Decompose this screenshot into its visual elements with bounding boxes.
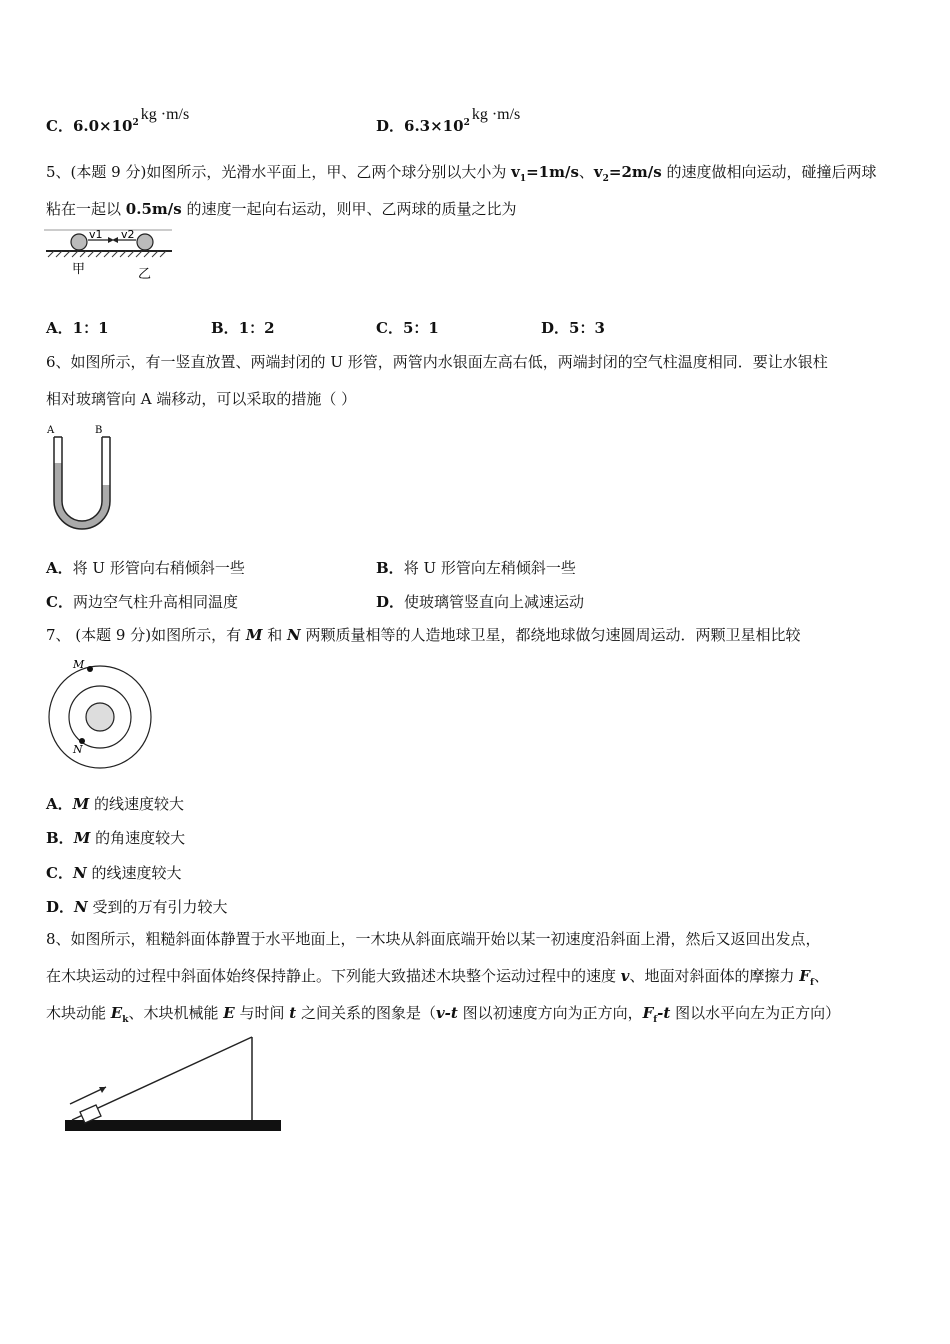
end-a-label: A: [47, 425, 55, 436]
option-text: 将 U 形管向左稍倾斜一些: [403, 559, 576, 577]
value: =2m/s: [608, 163, 662, 181]
option-value: 6.0×10: [72, 117, 133, 135]
ball-jia-label: 甲: [72, 262, 86, 277]
value: =1m/s: [526, 163, 579, 181]
text: 6、如图所示，有一竖直放置、两端封闭的 U 形管，两管内水银面左高右低，两端封闭的空气柱温度相同．要让水银柱: [46, 353, 828, 371]
subscript: 2: [602, 174, 609, 184]
q4-option-d: [376, 106, 521, 136]
subscript: f: [653, 1015, 658, 1025]
option-label: D．: [541, 319, 570, 337]
satellite-m: [87, 666, 93, 672]
symbol: v: [511, 163, 520, 181]
q8-stem-line2: [46, 966, 829, 993]
option-text: 的角速度较大: [90, 829, 186, 847]
text: 的速度做相向运动，碰撞后两球: [661, 163, 877, 181]
option-text: 两边空气柱升高相同温度: [72, 593, 238, 611]
incline-surface: [72, 1037, 252, 1120]
option-label: A．: [46, 559, 73, 577]
q6-option-c: [46, 591, 238, 612]
v2-arrowhead: [112, 237, 118, 243]
subscript: k: [122, 1015, 129, 1025]
option-label: D．: [376, 117, 405, 135]
satellite-m-label: M: [73, 658, 85, 671]
ball-yi-label: 乙: [138, 267, 152, 282]
option-symbol: N: [74, 898, 88, 916]
text: 木块动能: [46, 1004, 111, 1022]
earth: [86, 703, 114, 731]
text: 、: [813, 967, 829, 985]
option-symbol: N: [72, 864, 87, 882]
text: 8、如图所示，粗糙斜面体静置于水平地面上，一木块从斜面底端开始以某一初速度沿斜面上滑，然后又返回出发点，: [46, 930, 821, 948]
symbol-v: v: [620, 967, 630, 985]
text: 、: [578, 163, 594, 181]
text: 和: [262, 626, 288, 644]
q6-stem-line1: [46, 352, 828, 372]
symbol-f: F: [799, 967, 810, 985]
ground-block: [65, 1120, 281, 1131]
option-exponent: 2: [132, 118, 139, 128]
q5-option-d: [541, 317, 605, 338]
value: 0.5m/s: [125, 200, 182, 218]
symbol-e: E: [110, 1004, 123, 1022]
option-label: B．: [46, 829, 74, 847]
symbol-m: M: [245, 626, 263, 644]
q6-option-a: [46, 557, 245, 578]
text: 7、 (本题 9 分)如图所示，有: [46, 626, 246, 644]
end-b-label: B: [95, 425, 103, 436]
q5-option-c: [376, 317, 439, 338]
option-symbol: M: [73, 829, 91, 847]
q5-collision-figure: [44, 226, 174, 282]
option-text: 1：2: [238, 319, 275, 337]
q5-option-b: [211, 317, 275, 338]
q8-stem-line1: [46, 929, 821, 949]
q7-orbit-figure: [44, 655, 156, 767]
q7-option-c: [46, 862, 181, 883]
option-value: 6.3×10: [404, 117, 464, 135]
right-ball: [137, 234, 153, 250]
option-label: B．: [376, 559, 404, 577]
option-symbol: M: [72, 795, 90, 813]
symbol-vt: v-t: [435, 1004, 458, 1022]
option-label: A．: [46, 319, 73, 337]
symbol-t: -t: [657, 1004, 671, 1022]
text: 在木块运动的过程中斜面体始终保持静止。下列能大致描述木块整个运动过程中的速度: [46, 967, 621, 985]
option-text: 使玻璃管竖直向上减速运动: [404, 593, 585, 611]
text: 、地面对斜面体的摩擦力: [629, 967, 800, 985]
text: 的速度一起向右运动，则甲、乙两球的质量之比为: [181, 200, 517, 218]
option-text: 将 U 形管向右稍倾斜一些: [72, 559, 245, 577]
text: 相对玻璃管向 A 端移动，可以采取的措施（ ）: [46, 390, 357, 408]
text: 图以水平向左为正方向）: [670, 1004, 841, 1022]
option-label: D．: [376, 593, 405, 611]
option-label: B．: [211, 319, 239, 337]
q5-stem-line1: [46, 162, 877, 189]
q4-option-c: [46, 106, 190, 136]
q7-option-b: [46, 827, 185, 848]
subscript: 1: [519, 174, 527, 184]
q6-stem-line2: [46, 389, 356, 409]
option-label: A．: [46, 795, 73, 813]
option-label: C．: [46, 864, 73, 882]
text: 图以初速度方向为正方向，: [457, 1004, 643, 1022]
tube-inner-wall: [62, 437, 102, 521]
subscript: f: [809, 978, 814, 988]
text: 粘在一起以: [46, 200, 126, 218]
option-text: 受到的万有引力较大: [87, 898, 228, 916]
q8-incline-figure: [62, 1034, 284, 1142]
option-unit: kg ·m/s: [140, 106, 190, 123]
v1-label: v1: [89, 228, 103, 241]
option-text: 1：1: [72, 319, 109, 337]
symbol-n: N: [287, 626, 301, 644]
text: 两颗质量相等的人造地球卫星，都绕地球做匀速圆周运动．两颗卫星相比较: [300, 626, 801, 644]
text: 、木块机械能: [128, 1004, 224, 1022]
option-exponent: 2: [463, 118, 470, 128]
q6-option-b: [376, 557, 576, 578]
symbol: v: [593, 163, 603, 181]
q7-stem-line1: [46, 625, 801, 645]
q7-option-a: [46, 793, 184, 814]
option-text: 5：3: [569, 319, 605, 337]
q5-option-a: [46, 317, 109, 338]
symbol-e: E: [223, 1004, 235, 1022]
q6-option-d: [376, 591, 584, 612]
symbol-f: F: [642, 1004, 654, 1022]
option-text: 的线速度较大: [89, 795, 185, 813]
option-label: C．: [376, 319, 403, 337]
option-text: 的线速度较大: [86, 864, 182, 882]
option-label: C．: [46, 593, 73, 611]
option-text: 5：1: [402, 319, 439, 337]
v2-label: v2: [121, 228, 135, 241]
symbol-t: t: [289, 1004, 297, 1022]
text: 5、(本题 9 分)如图所示，光滑水平面上，甲、乙两个球分别以大小为: [46, 163, 512, 181]
q7-option-d: [46, 896, 228, 917]
text: 与时间: [234, 1004, 290, 1022]
q5-stem-line2: [46, 199, 516, 219]
option-unit: kg ·m/s: [471, 106, 521, 123]
satellite-n-label: N: [73, 743, 83, 756]
left-ball: [71, 234, 87, 250]
q8-stem-line3: [46, 1003, 840, 1030]
text: 之间关系的图象是（: [296, 1004, 436, 1022]
q6-u-tube-figure: [44, 421, 114, 531]
option-label: C．: [46, 117, 73, 135]
option-label: D．: [46, 898, 75, 916]
